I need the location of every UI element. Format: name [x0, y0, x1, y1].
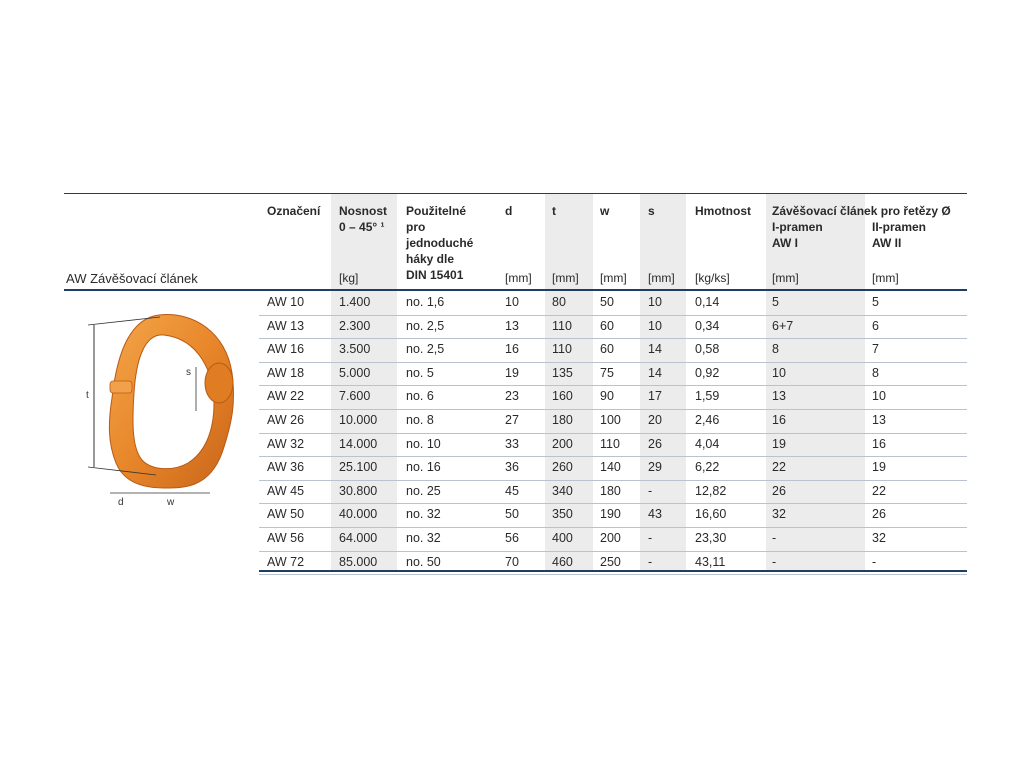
cell-nosnost: 64.000: [339, 531, 378, 545]
cell-aw1: 22: [772, 460, 786, 475]
cell-oznaceni: AW 56: [267, 531, 305, 545]
cell-aw1: 10: [772, 365, 786, 380]
cell-nosnost: 1.400: [339, 295, 371, 309]
cell-nosnost: 14.000: [339, 436, 378, 451]
cell-s: -: [648, 554, 653, 569]
cell-aw2: 22: [872, 483, 886, 498]
cell-d: 70: [505, 554, 519, 569]
cell-aw2: 10: [872, 389, 886, 404]
cell-aw1: 6+7: [772, 318, 794, 333]
cell-oznaceni: AW 22: [267, 389, 305, 404]
cell-nosnost: 85.000: [339, 554, 378, 569]
header-pouzitelne-line5: DIN 15401: [406, 268, 464, 282]
cell-s: 20: [648, 413, 662, 427]
cell-s: 26: [648, 436, 662, 451]
cell-w: 180: [600, 483, 621, 498]
cell-oznaceni: AW 50: [267, 507, 305, 522]
cell-hook: no. 2,5: [406, 342, 445, 357]
header-nosnost-label: Nosnost: [339, 204, 387, 218]
cell-d: 16: [505, 342, 519, 357]
cell-d: 23: [505, 389, 519, 404]
cell-aw1: -: [772, 531, 777, 545]
cell-nosnost: 30.800: [339, 483, 378, 498]
cell-hook: no. 8: [406, 413, 434, 427]
cell-w: 50: [600, 295, 614, 309]
cell-hook: no. 25: [406, 483, 441, 498]
cell-hmotnost: 1,59: [695, 389, 720, 404]
cell-hook: no. 32: [406, 507, 441, 522]
cell-t: 135: [552, 365, 573, 380]
cell-t: 400: [552, 531, 573, 545]
cell-s: 10: [648, 318, 662, 333]
header-aw1-line2: AW I: [772, 236, 798, 250]
cell-hook: no. 32: [406, 531, 441, 545]
cell-aw1: 19: [772, 436, 786, 451]
cell-s: 29: [648, 460, 662, 475]
cell-nosnost: 40.000: [339, 507, 378, 522]
cell-hmotnost: 0,58: [695, 342, 720, 357]
cell-w: 100: [600, 413, 621, 427]
cell-s: -: [648, 483, 653, 498]
cell-w: 90: [600, 389, 614, 404]
unit-aw2: [mm]: [872, 271, 899, 285]
product-title: AW Závěšovací článek: [66, 271, 198, 286]
top-rule: [64, 193, 967, 194]
table-row: [259, 480, 967, 505]
header-aw2: [872, 219, 926, 251]
cell-nosnost: 3.500: [339, 342, 371, 357]
cell-oznaceni: AW 13: [267, 318, 305, 333]
cell-hmotnost: 23,30: [695, 531, 727, 545]
cell-oznaceni: AW 26: [267, 413, 305, 427]
unit-aw1: [mm]: [772, 271, 799, 285]
cell-s: 10: [648, 295, 662, 309]
cell-d: 36: [505, 460, 519, 475]
table-row: [259, 315, 967, 340]
header-d: d: [505, 204, 513, 218]
cell-aw1: 32: [772, 507, 786, 522]
cell-hmotnost: 0,14: [695, 295, 720, 309]
cell-oznaceni: AW 18: [267, 365, 305, 380]
master-link-drawing: [64, 303, 254, 573]
cell-aw1: -: [772, 554, 777, 569]
header-nosnost: [339, 203, 387, 235]
cell-hook: no. 16: [406, 460, 441, 475]
cell-w: 60: [600, 318, 614, 333]
header-aw2-line2: AW II: [872, 236, 902, 250]
cell-s: 17: [648, 389, 662, 404]
cell-t: 110: [552, 342, 572, 357]
cell-hook: no. 5: [406, 365, 434, 380]
cell-d: 50: [505, 507, 519, 522]
header-pouzitelne-line3: jednoduché: [406, 236, 474, 250]
cell-s: 14: [648, 365, 662, 380]
dimension-s-label: s: [186, 367, 191, 378]
table-row: [259, 291, 967, 316]
cell-hmotnost: 12,82: [695, 483, 727, 498]
cell-nosnost: 5.000: [339, 365, 371, 380]
table-row: [259, 503, 967, 528]
cell-hmotnost: 16,60: [695, 507, 727, 522]
header-w: w: [600, 204, 610, 218]
cell-hmotnost: 0,34: [695, 318, 720, 333]
cell-d: 19: [505, 365, 519, 380]
cell-oznaceni: AW 72: [267, 554, 305, 569]
dimension-t-label: t: [86, 390, 89, 401]
header-nosnost-angle: 0 – 45° ¹: [339, 220, 385, 234]
cell-t: 340: [552, 483, 573, 498]
header-oznaceni: Označení: [267, 204, 321, 218]
header-pouzitelne: [406, 203, 473, 283]
cell-t: 200: [552, 436, 573, 451]
header-pouzitelne-line4: háky dle: [406, 252, 455, 266]
cell-aw1: 5: [772, 295, 779, 309]
table-row: [259, 409, 967, 434]
cell-s: 43: [648, 507, 662, 522]
cell-w: 140: [600, 460, 621, 475]
cell-hmotnost: 0,92: [695, 365, 720, 380]
cell-w: 250: [600, 554, 621, 569]
table-row: [259, 338, 967, 363]
cell-oznaceni: AW 36: [267, 460, 305, 475]
header-t: t: [552, 204, 556, 218]
cell-hook: no. 6: [406, 389, 434, 404]
cell-w: 110: [600, 436, 620, 451]
cell-t: 80: [552, 295, 566, 309]
cell-d: 45: [505, 483, 519, 498]
cell-hmotnost: 2,46: [695, 413, 720, 427]
cell-hook: no. 2,5: [406, 318, 445, 333]
cell-t: 260: [552, 460, 573, 475]
unit-d: [mm]: [505, 271, 532, 285]
cell-oznaceni: AW 32: [267, 436, 305, 451]
table-row: [259, 362, 967, 387]
table-row: [259, 385, 967, 410]
cell-oznaceni: AW 16: [267, 342, 305, 357]
cell-nosnost: 10.000: [339, 413, 378, 427]
master-link-weld: [205, 363, 233, 403]
header-aw2-line1: II-pramen: [872, 220, 927, 234]
cell-aw1: 13: [772, 389, 786, 404]
cell-aw2: 13: [872, 413, 886, 427]
bottom-rule: [259, 570, 967, 572]
cell-oznaceni: AW 10: [267, 295, 305, 309]
cell-w: 75: [600, 365, 614, 380]
cell-hook: no. 50: [406, 554, 441, 569]
table-row: [259, 527, 967, 552]
cell-hmotnost: 43,11: [695, 554, 726, 569]
cell-d: 13: [505, 318, 519, 333]
cell-aw2: 19: [872, 460, 886, 475]
header-hmotnost: Hmotnost: [695, 204, 751, 218]
unit-nosnost: [kg]: [339, 271, 359, 285]
cell-aw2: 6: [872, 318, 879, 333]
cell-t: 160: [552, 389, 573, 404]
cell-t: 350: [552, 507, 573, 522]
cell-aw2: -: [872, 554, 877, 569]
cell-oznaceni: AW 45: [267, 483, 305, 498]
header-zavesovaci: Závěšovací článek pro řetězy Ø: [772, 204, 951, 218]
cell-nosnost: 7.600: [339, 389, 371, 404]
cell-aw2: 16: [872, 436, 886, 451]
unit-t: [mm]: [552, 271, 579, 285]
cell-aw2: 26: [872, 507, 886, 522]
header-aw1-line1: I-pramen: [772, 220, 823, 234]
cell-aw2: 5: [872, 295, 879, 309]
cell-hook: no. 1,6: [406, 295, 445, 309]
cell-t: 460: [552, 554, 573, 569]
cell-w: 190: [600, 507, 621, 522]
cell-w: 60: [600, 342, 614, 357]
master-link-figure: [64, 303, 254, 573]
cell-t: 110: [552, 318, 572, 333]
cell-d: 33: [505, 436, 519, 451]
master-link-collar: [110, 381, 132, 393]
header-pouzitelne-line1: Použitelné: [406, 204, 467, 218]
cell-aw1: 8: [772, 342, 779, 357]
table-row: [259, 456, 967, 481]
cell-aw2: 32: [872, 531, 886, 545]
table-row: [259, 433, 967, 458]
cell-t: 180: [552, 413, 573, 427]
cell-hook: no. 10: [406, 436, 441, 451]
cell-d: 10: [505, 295, 519, 309]
header-s: s: [648, 204, 655, 218]
header-aw1: [772, 219, 823, 251]
dimension-w-label: w: [167, 497, 175, 508]
unit-hmotnost: [kg/ks]: [695, 271, 730, 285]
cell-aw2: 8: [872, 365, 879, 380]
cell-nosnost: 2.300: [339, 318, 371, 333]
header-pouzitelne-line2: pro: [406, 220, 426, 234]
unit-s: [mm]: [648, 271, 675, 285]
cell-d: 27: [505, 413, 519, 427]
cell-d: 56: [505, 531, 519, 545]
dimension-d-label: d: [118, 497, 124, 508]
cell-hmotnost: 6,22: [695, 460, 720, 475]
cell-w: 200: [600, 531, 621, 545]
cell-hmotnost: 4,04: [695, 436, 720, 451]
cell-s: 14: [648, 342, 662, 357]
cell-aw2: 7: [872, 342, 879, 357]
cell-aw1: 26: [772, 483, 786, 498]
cell-aw1: 16: [772, 413, 786, 427]
unit-w: [mm]: [600, 271, 627, 285]
cell-nosnost: 25.100: [339, 460, 378, 475]
cell-s: -: [648, 531, 653, 545]
